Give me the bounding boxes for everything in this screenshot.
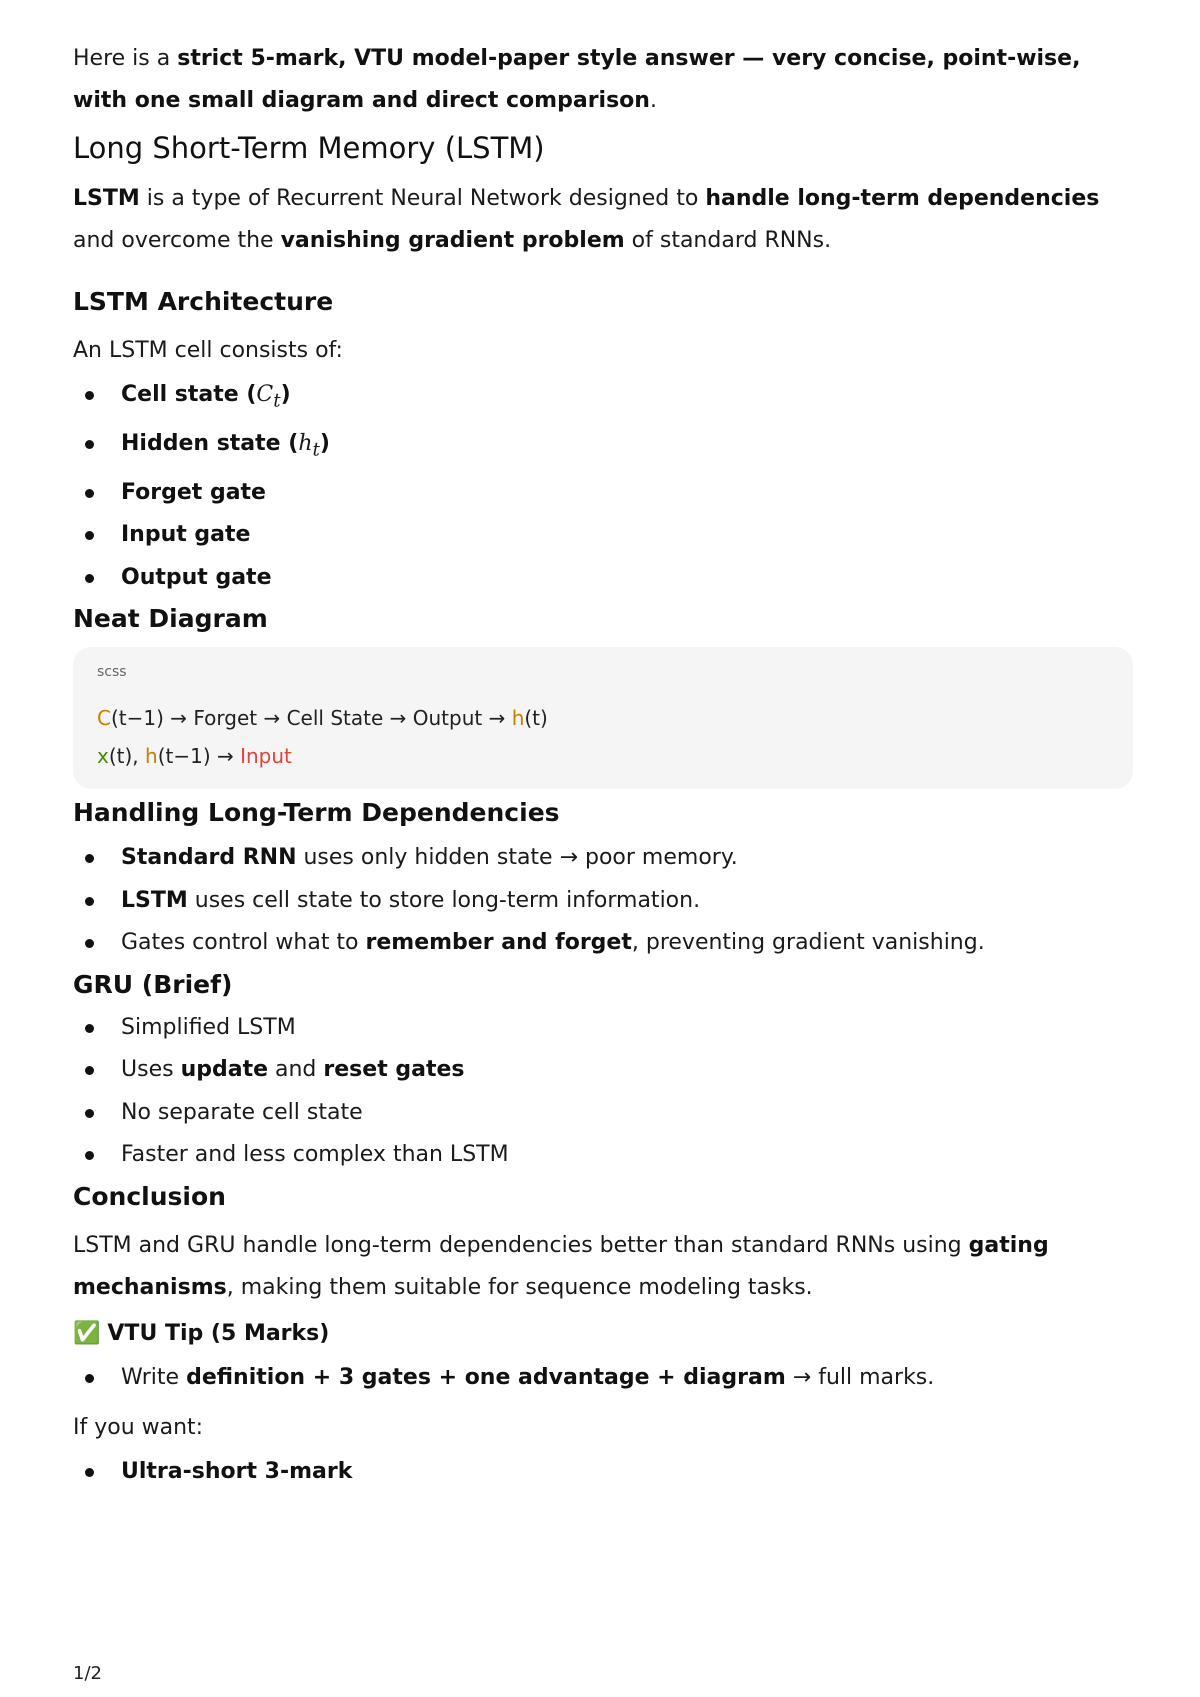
architecture-lead: An LSTM cell consists of: [73,338,343,363]
list-item: Forget gate [73,472,1133,515]
list-item: Uses update and reset gates [73,1049,1133,1092]
gru-heading: GRU (Brief) [73,969,233,999]
dependencies-list [73,837,1133,965]
intro-paragraph: Here is a strict 5-mark, VTU model-paper style answer — very concise, point-wise, with one small diagram and direct comparison. [73,46,1081,113]
tip-heading: ✅ VTU Tip (5 Marks) [73,1320,330,1346]
intro-bold: strict 5-mark, VTU model-paper style answer — very concise, point-wise, with one small diagram and direct comparison [73,46,1081,113]
conclusion-paragraph: LSTM and GRU handle long-term dependencies better than standard RNNs using gating mechanisms, making them suitable for sequence modeling tasks. [73,1232,1049,1300]
list-item: Simplified LSTM [73,1007,1133,1050]
page-title: Long Short-Term Memory (LSTM) [73,131,545,165]
code-line-2: x(t), h(t−1) → Input [97,744,292,769]
code-language-label: scss [97,664,127,681]
architecture-heading: LSTM Architecture [73,287,334,316]
conclusion-heading: Conclusion [73,1181,226,1211]
gru-list [73,1007,1133,1177]
check-icon: ✅ [73,1320,101,1346]
list-item: Faster and less complex than LSTM [73,1134,1133,1177]
list-item: Input gate [73,514,1133,557]
code-block [73,647,1133,789]
code-line-1: C(t−1) → Forget → Cell State → Output → h(t) [97,706,548,731]
list-item: Cell state $(C_t)$ [73,374,1133,423]
ifwant-lead: If you want: [73,1415,204,1441]
list-item: Ultra-short 3-mark [73,1451,1133,1494]
ifwant-list [73,1451,1133,1494]
list-item: Output gate [73,557,1133,600]
list-item: Hidden state $(h_t)$ [73,423,1133,472]
document-body [73,40,1133,1494]
diagram-heading: Neat Diagram [73,604,268,634]
list-item: LSTM uses cell state to store long-term information. [73,880,1133,923]
definition-paragraph: LSTM is a type of Recurrent Neural Network designed to handle long-term dependencies and overcome the vanishing gradient problem of standard RNNs. [73,186,1100,253]
list-item: Write definition + 3 gates + one advantage + diagram → full marks. [73,1357,1133,1400]
dependencies-heading: Handling Long-Term Dependencies [73,798,560,828]
list-item: Gates control what to remember and forget, preventing gradient vanishing. [73,922,1133,965]
page-number: 1/2 [73,1663,102,1684]
architecture-list [73,374,1133,599]
list-item: No separate cell state [73,1092,1133,1135]
tip-list [73,1357,1133,1400]
list-item: Standard RNN uses only hidden state → poor memory. [73,837,1133,880]
